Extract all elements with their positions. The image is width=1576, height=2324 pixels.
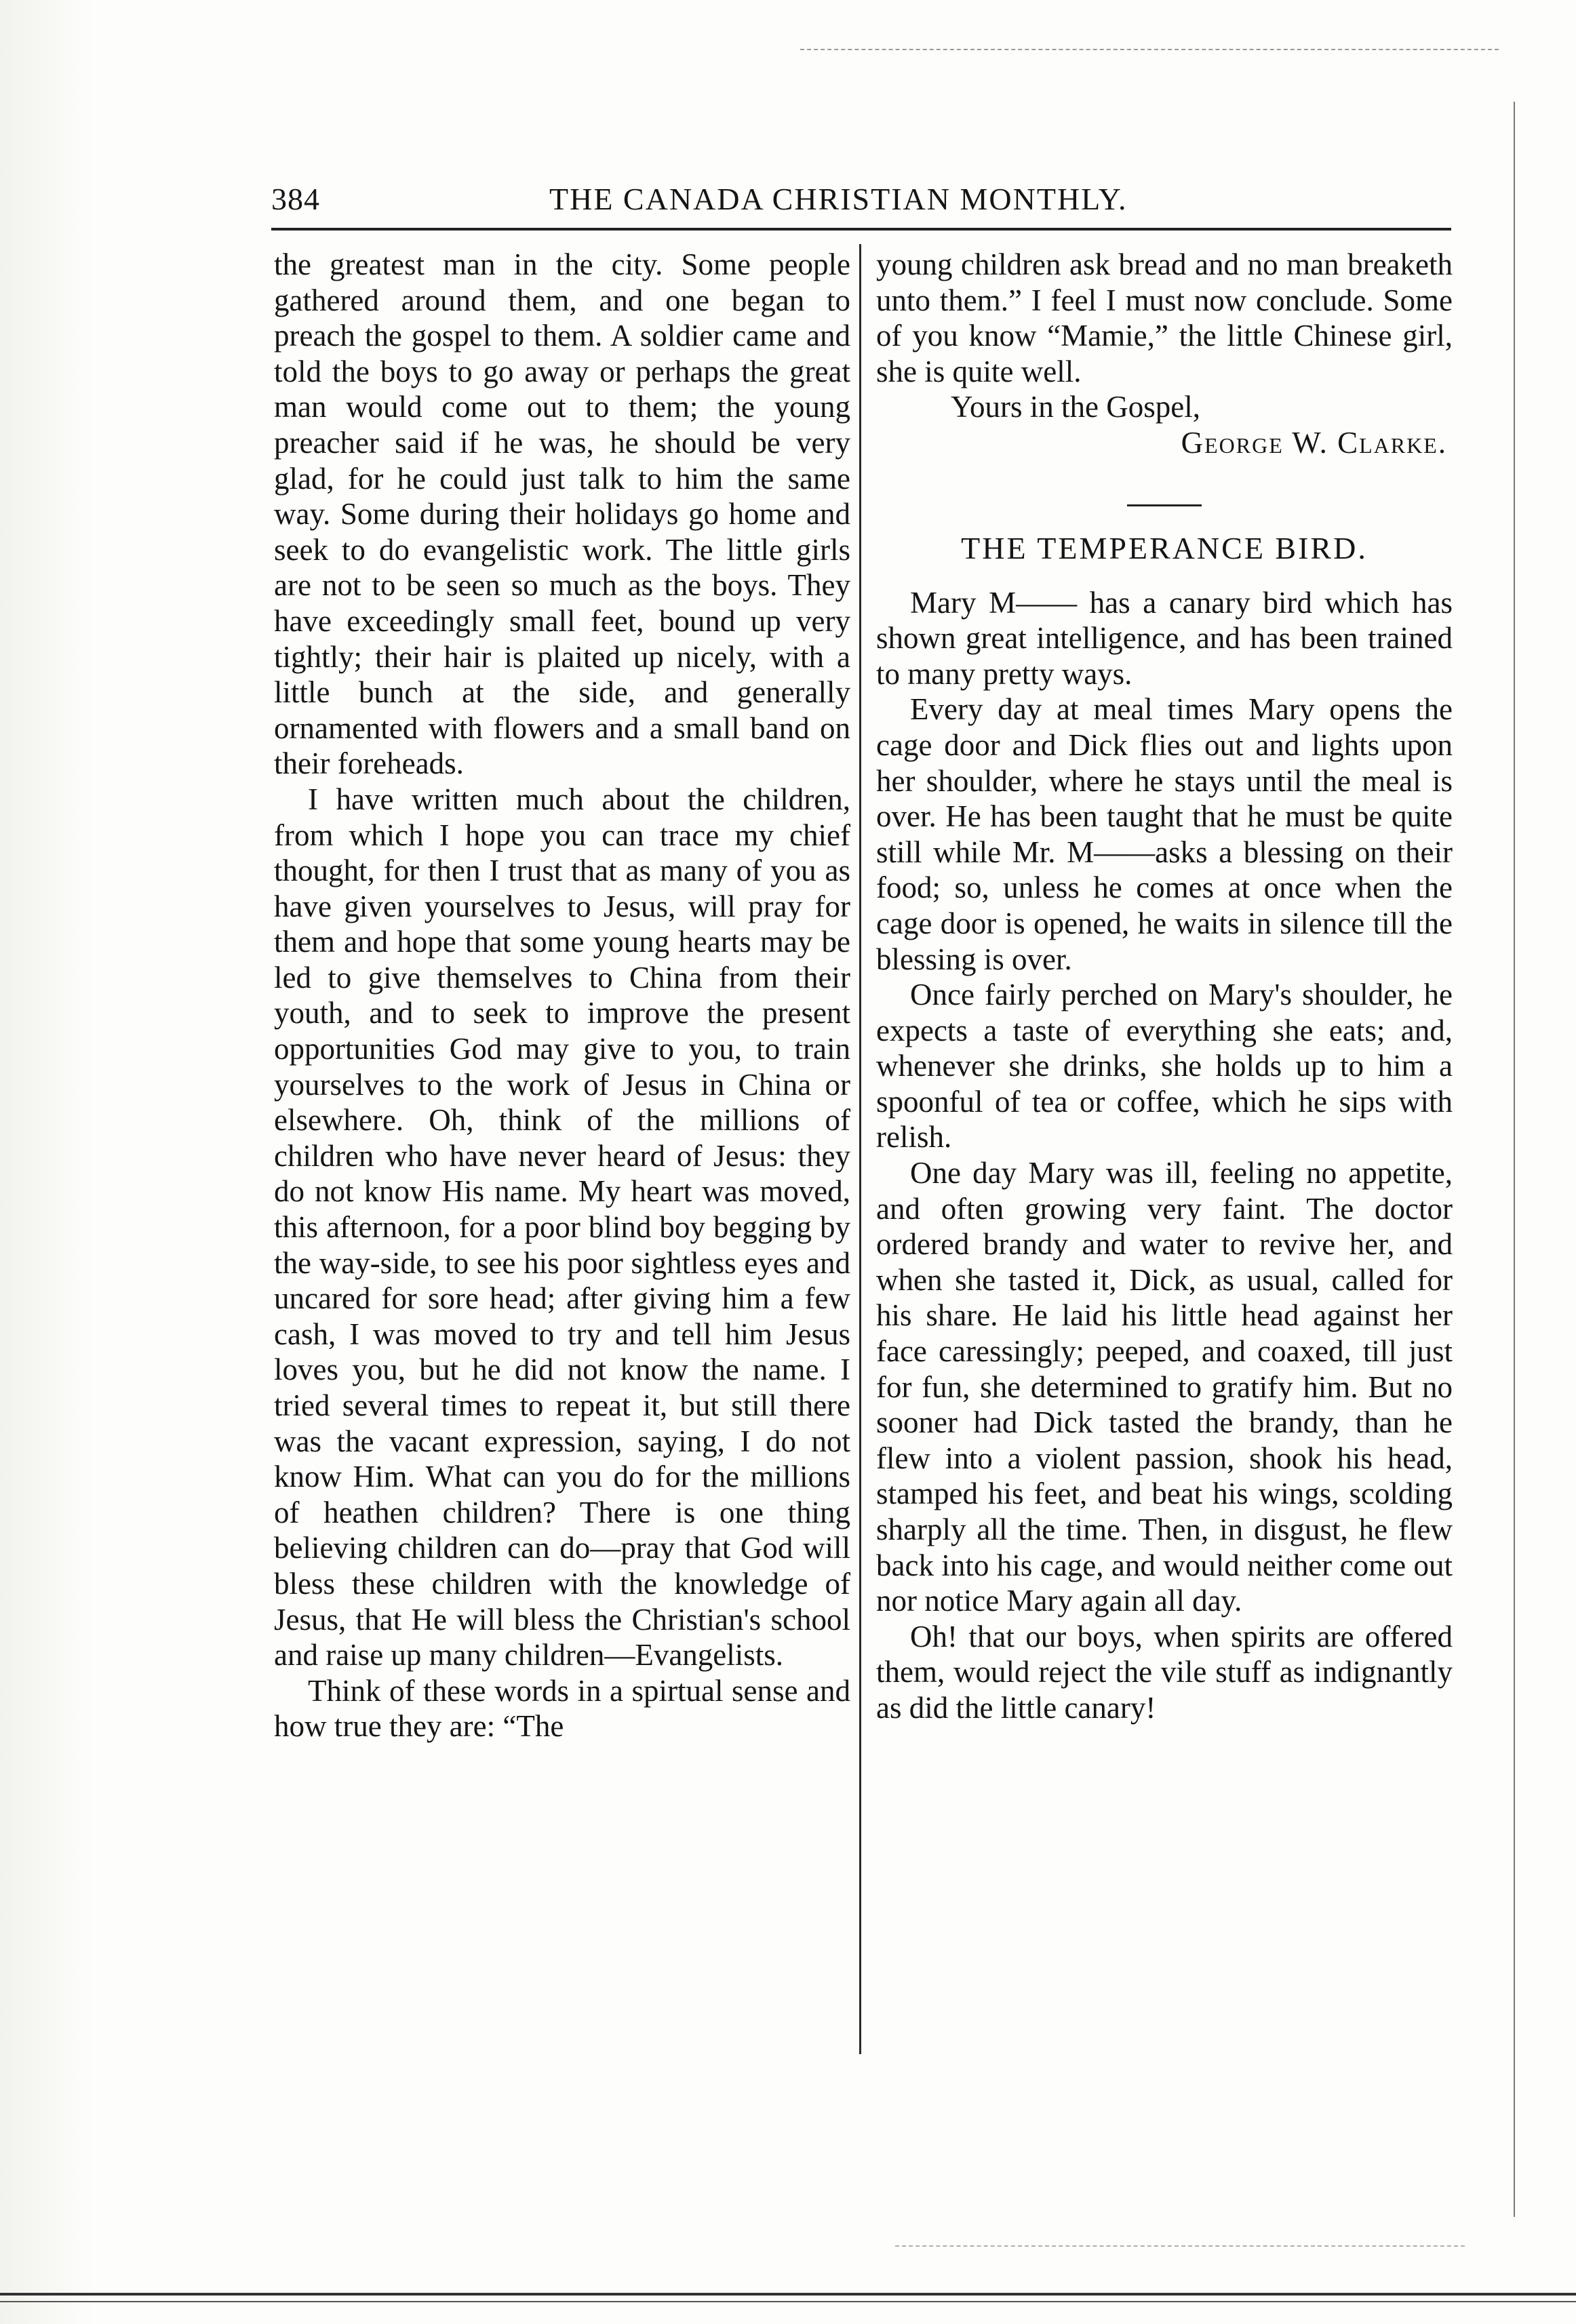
right-paragraph-1: young children ask bread and no man breaketh unto them.” I feel I must now conclude. Some of you know “Mamie,” the little Chinese girl, she is quite well. — [876, 247, 1453, 388]
left-paragraph-3: Think of these words in a spirtual sense and how true they are: “The — [274, 1673, 850, 1744]
article-paragraph-3: Once fairly perched on Mary's shoulder, he expects a taste of everything she eats; and, whenever she drinks, she holds up to him a spoonful of tea or coffee, which he sips with relish. — [876, 978, 1453, 1155]
bottom-page-band — [0, 2293, 1576, 2302]
page-header — [271, 178, 1451, 221]
column-divider — [859, 244, 861, 2054]
right-column — [876, 247, 1453, 1726]
header-rule — [271, 228, 1451, 231]
bottom-print-speckle — [895, 2245, 1465, 2247]
left-paragraph-1: the greatest man in the city. Some people gathered around them, and one began to preach the gospel to them. A soldier came and told the boys to go away or perhaps the great man would come out to them; the young preacher said if he was, he should be very glad, for he could just talk to him the same way. Some during their holidays go home and seek to do evangelistic work. The little girls are not to be seen so much as the boys. They have exceedingly small feet, bound up very tightly; their hair is plaited up nicely, with a little bunch at the side, and generally ornamented with flowers and a small band on their foreheads. — [274, 247, 850, 781]
page-edge-shadow — [0, 0, 95, 2324]
section-divider — [1127, 504, 1202, 506]
running-title: THE CANADA CHRISTIAN MONTHLY. — [549, 182, 1128, 216]
article-title: THE TEMPERANCE BIRD. — [961, 530, 1368, 565]
left-paragraph-2: I have written much about the children, from which I hope you can trace my chief thought, for then I trust that as many of you as have given yourselves to Jesus, will pray for them and hope that some young hearts may be led to give themselves to China from their youth, and to seek to improve the present opportunities God may give to you, to train yourselves to the work of Jesus in China or elsewhere. Oh, think of the millions of children who have never heard of Jesus: they do not know His name. My heart was moved, this afternoon, for a poor blind boy begging by the way-side, to see his poor sightless eyes and uncared for sore head; after giving him a few cash, I was moved to try and tell him Jesus loves you, but he did not know the name. I tried several times to repeat it, but still there was the vacant expression, saying, I do not know Him. What can you do for the millions of heathen children? There is one thing believing children can do—pray that God will bless these children with the knowledge of Jesus, that He will bless the Christian's school and raise up many children—Evangelists. — [274, 782, 850, 1672]
article-paragraph-1: Mary M—— has a canary bird which has shown great intelligence, and has been trained to many pretty ways. — [876, 585, 1453, 691]
page-number: 384 — [271, 182, 320, 216]
right-page-border — [1514, 102, 1515, 2217]
letter-signoff: Yours in the Gospel, — [951, 390, 1200, 424]
left-column — [274, 247, 850, 1744]
article-paragraph-2: Every day at meal times Mary opens the cage door and Dick flies out and lights upon her shoulder, where he stays until the meal is over. He has been taught that he must be quite still while Mr. M——asks a blessing on their food; so, unless he comes at once when the cage door is opened, he waits in silence till the blessing is over. — [876, 692, 1453, 976]
letter-signature: George W. Clarke. — [1181, 425, 1447, 460]
article-paragraph-4: One day Mary was ill, feeling no appetite, and often growing very faint. The doctor ordered brandy and water to revive her, and when she tasted it, Dick, as usual, called for his share. He laid his little head against her face caressingly; peeped, and coaxed, till just for fun, she determined to gratify him. But no sooner had Dick tasted the brandy, than he flew into a violent passion, shook his head, stamped his feet, and beat his wings, scolding sharply all the time. Then, in disgust, he flew back into his cage, and would neither come out nor notice Mary again all day. — [876, 1156, 1453, 1618]
article-paragraph-5: Oh! that our boys, when spirits are offered them, would reject the vile stuff as indignantly as did the little canary! — [876, 1619, 1453, 1725]
top-print-speckle — [800, 49, 1499, 50]
